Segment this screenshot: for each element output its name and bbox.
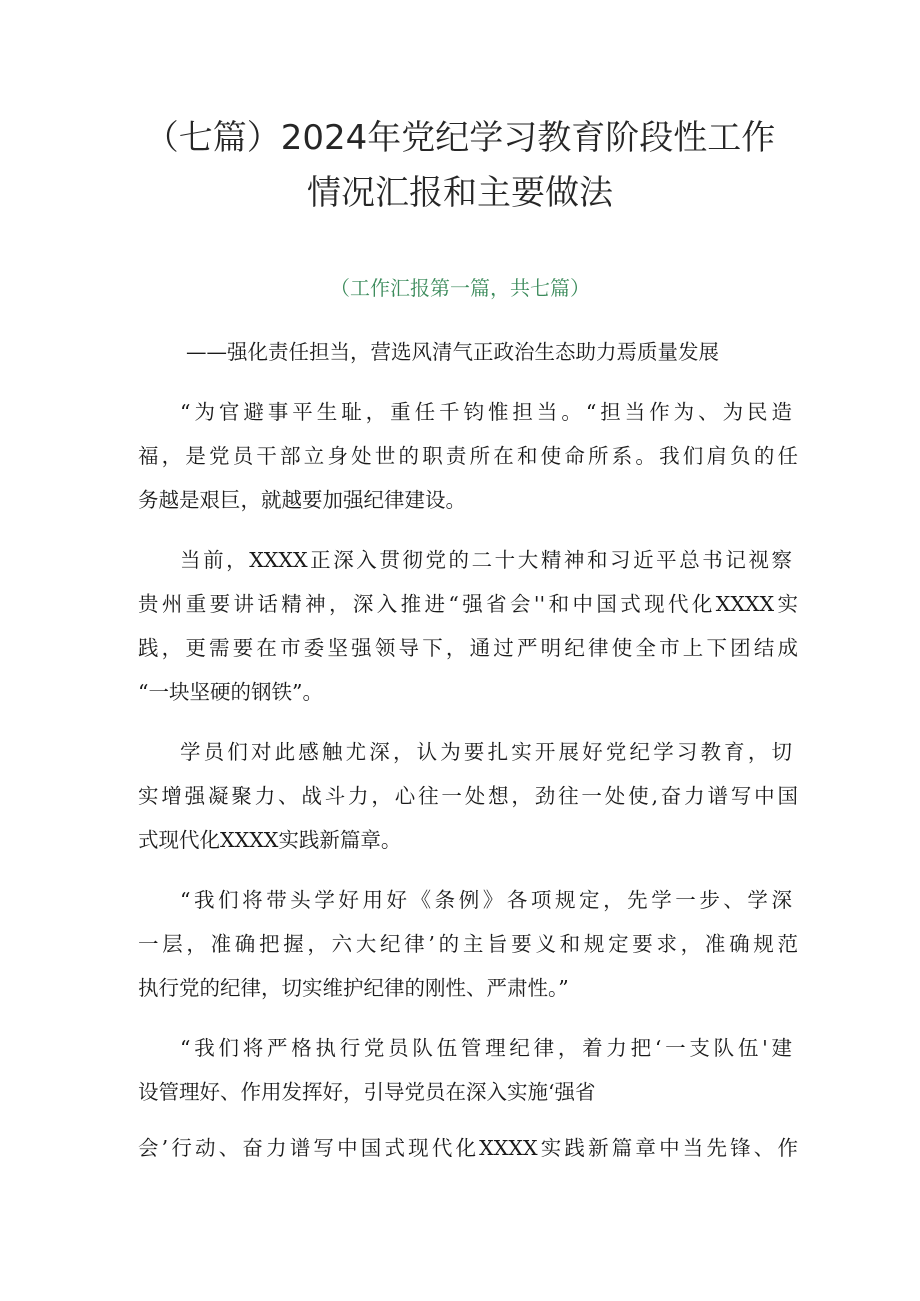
body-line: “我们将带头学好用好《条例》各项规定，先学一步、学深 (180, 888, 792, 912)
body-line: “我们将严格执行党员队伍管理纪律，着力把‘一支队伍'建 (180, 1036, 792, 1060)
document-title-line-1: （七篇）2024年党纪学习教育阶段性工作 (144, 118, 776, 158)
document-title-line-2: 情况汇报和主要做法 (307, 173, 613, 213)
body-line: 务越是艰巨，就越要加强纪律建设。 (138, 488, 466, 512)
body-line: 执行党的纪律，切实维护纪律的刚性、严肃性。” (138, 976, 569, 1000)
body-line: 学员们对此感触尤深，认为要扎实开展好党纪学习教育，切 (180, 740, 792, 764)
body-line: 当前，XXXX正深入贯彻党的二十大精神和习近平总书记视察 (180, 548, 792, 572)
body-line: 践，更需要在市委坚强领导下，通过严明纪律使全市上下团结成 (138, 636, 798, 660)
body-line: 福，是党员干部立身处世的职责所在和使命所系。我们肩负的任 (138, 444, 798, 468)
body-line-heading: ——强化责任担当，营选风清气正政治生态助力焉质量发展 (186, 340, 719, 364)
body-line: “一块坚硬的钢铁”。 (138, 680, 323, 704)
body-line: 实增强凝聚力、战斗力，心往一处想，劲往一处使,奋力谱写中国 (138, 784, 798, 808)
body-line: 会’行动、奋力谱写中国式现代化XXXX实践新篇章中当先锋、作 (138, 1136, 798, 1160)
body-line: 式现代化XXXX实践新篇章。 (138, 828, 402, 852)
body-line: 设管理好、作用发挥好，引导党员在深入实施‘强省 (138, 1080, 596, 1104)
document-subtitle: （工作汇报第一篇，共七篇） (330, 276, 590, 300)
body-line: 一层，准确把握，六大纪律’的主旨要义和规定要求，准确规范 (138, 932, 798, 956)
body-line: 贵州重要讲话精神，深入推进“强省会''和中国式现代化XXXX实 (138, 592, 798, 616)
body-line: “为官避事平生耻，重任千钧惟担当。“担当作为、为民造 (180, 400, 792, 424)
